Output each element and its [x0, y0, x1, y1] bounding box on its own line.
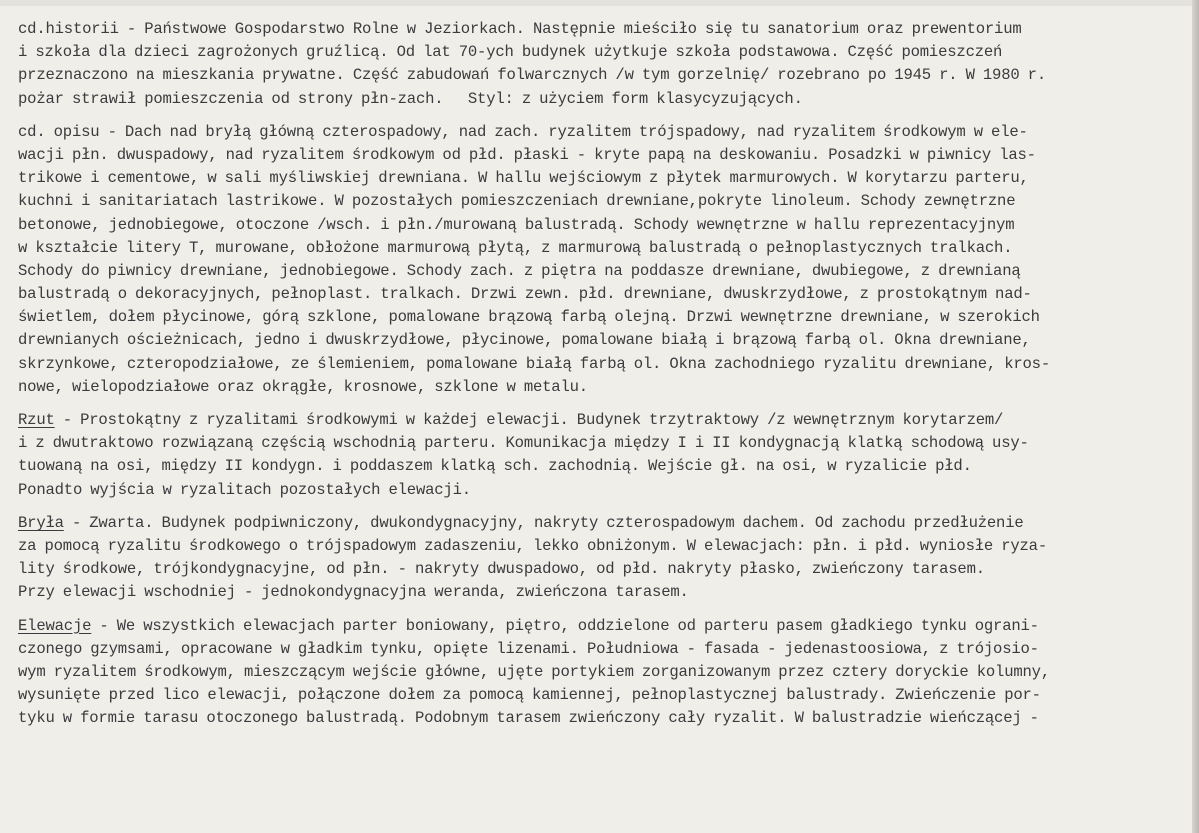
text-line: betonowe, jednobiegowe, otoczone /wsch. i płn./murowaną balustradą. Schody wewnętrzne w hallu reprezentacyjnym	[18, 215, 1015, 234]
text-line: i z dwutraktowo rozwiązaną częścią wschodnią parteru. Komunikacja między I i II kondygnacją klatką schodową usy-	[18, 434, 1029, 453]
text-line: skrzynkowe, czteropodziałowe, ze ślemieniem, pomalowane białą farbą ol. Okna zachodniego ryzalitu drewniane, kros-	[18, 354, 1050, 373]
text-line	[18, 512, 1186, 535]
text-line: pożar strawił pomieszczenia od strony płn-zach. Styl: z użyciem form klasycyzujących.	[18, 89, 803, 108]
paragraph-rzut	[18, 409, 1186, 502]
text-line: wysunięte przed lico elewacji, połączone dołem za pomocą kamiennej, pełnoplastycznej balustrady. Zwieńczenie por-	[18, 686, 1041, 705]
text-line: drewnianych ościeżnicach, jedno i dwuskrzydłowe, płycinowe, pomalowane białą i brązową farbą ol. Okna drewniane,	[18, 331, 1031, 350]
section-heading-bryla: Bryła	[18, 513, 64, 532]
text-line: tyku w formie tarasu otoczonego balustradą. Podobnym tarasem zwieńczony cały ryzalit. W balustradzie wieńczącej -	[18, 709, 1039, 728]
text-line: wacji płn. dwuspadowy, nad ryzalitem środkowym od płd. płaski - kryte papą na deskowaniu. Posadzki w piwnicy las-	[18, 145, 1036, 164]
text-line: w kształcie litery T, murowane, obłożone marmurową płytą, z marmurową balustradą o pełnoplastycznych tralkach.	[18, 238, 1013, 257]
text-line: balustradą o dekoracyjnych, pełnoplast. tralkach. Drzwi zewn. płd. drewniane, dwuskrzydłowe, z prostokątnym nad-	[18, 285, 1032, 304]
section-heading-elewacje: Elewacje	[18, 616, 92, 635]
text-line: cd. opisu - Dach nad bryłą główną czterospadowy, nad zach. ryzalitem trójspadowy, nad ryzalitem środkowym w ele-	[18, 122, 1028, 141]
text-line: czonego gzymsami, opracowane w gładkim tynku, opięte lizenami. Południowa - fasada - jedenastoosiowa, z trójosio-	[18, 639, 1039, 658]
text-line: Przy elewacji wschodniej - jednokondygnacyjna weranda, zwieńczona tarasem.	[18, 583, 689, 602]
text-line-rest: - We wszystkich elewacjach parter boniowany, piętro, oddzielone od parteru pasem gładkiego tynku ograni-	[91, 616, 1039, 635]
text-line: cd.historii - Państwowe Gospodarstwo Rolne w Jeziorkach. Następnie mieściło się tu sanatorium oraz prewentorium	[18, 20, 1022, 38]
paragraph-elewacje	[18, 615, 1186, 731]
paragraph-bryla	[18, 512, 1186, 605]
text-line: trikowe i cementowe, w sali myśliwskiej drewniana. W hallu wejściowym z płytek marmurowych. W korytarzu parteru,	[18, 169, 1029, 188]
text-line: kuchni i sanitariatach lastrikowe. W pozostałych pomieszczeniach drewniane,pokryte linoleum. Schody zewnętrzne	[18, 192, 1016, 211]
text-line: Schody do piwnicy drewniane, jednobiegowe. Schody zach. z piętra na poddasze drewniane, dwubiegowe, z drewnianą	[18, 261, 1021, 280]
text-line: tuowaną na osi, między II kondygn. i poddaszem klatką sch. zachodnią. Wejście gł. na osi, w ryzalicie płd.	[18, 457, 972, 476]
typed-text-body	[18, 18, 1186, 730]
paragraph-historia	[18, 18, 1186, 111]
page-top-edge	[0, 0, 1199, 6]
text-line: lity środkowe, trójkondygnacyjne, od płn. - nakryty dwuspadowo, od płd. nakryty płasko, zwieńczony tarasem.	[18, 560, 985, 579]
text-line: świetlem, dołem płycinowe, górą szklone, pomalowane brązową farbą olejną. Drzwi wewnętrzne drewniane, w szerokich	[18, 308, 1040, 327]
text-line: i szkoła dla dzieci zagrożonych gruźlicą. Od lat 70-ych budynek użytkuje szkoła podstawowa. Część pomieszczeń	[18, 43, 1003, 62]
text-line-rest: - Zwarta. Budynek podpiwniczony, dwukondygnacyjny, nakryty czterospadowym dachem. Od zachodu przedłużenie	[63, 513, 1024, 532]
text-line	[18, 409, 1186, 432]
page-right-edge	[1192, 0, 1199, 833]
text-line: wym ryzalitem środkowym, mieszczącym wejście główne, ujęte portykiem zorganizowanym przez cztery doryckie kolumny,	[18, 662, 1050, 681]
text-line: Ponadto wyjścia w ryzalitach pozostałych elewacji.	[18, 480, 471, 499]
text-line: za pomocą ryzalitu środkowego o trójspadowym zadaszeniu, lekko obniżonym. W elewacjach: płn. i płd. wyniosłe ryza-	[18, 536, 1047, 555]
text-line: nowe, wielopodziałowe oraz okrągłe, krosnowe, szklone w metalu.	[18, 377, 588, 396]
text-line	[18, 615, 1186, 638]
section-heading-rzut: Rzut	[18, 411, 55, 429]
text-line-rest: - Prostokątny z ryzalitami środkowymi w każdej elewacji. Budynek trzytraktowy /z wewnętrznym korytarzem/	[54, 411, 1004, 429]
text-line: przeznaczono na mieszkania prywatne. Część zabudowań folwarcznych /w tym gorzelnię/ rozebrano po 1945 r. W 1980 r.	[18, 66, 1046, 85]
paragraph-opis	[18, 121, 1186, 399]
